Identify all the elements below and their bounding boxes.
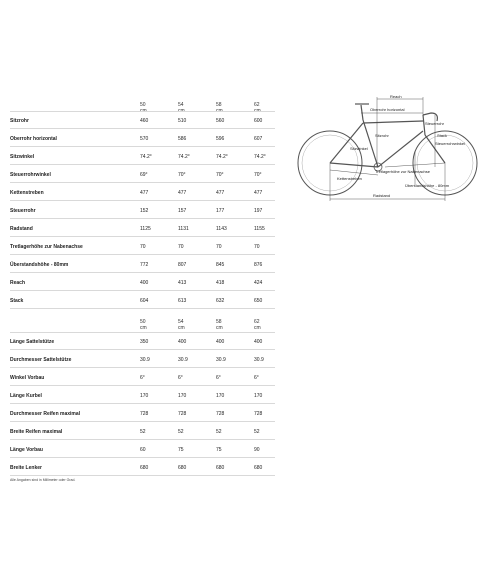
- row-divider: [10, 403, 275, 404]
- label-stack: Stack: [437, 133, 448, 138]
- row-value: 604: [140, 298, 149, 304]
- row-label: Reach: [10, 280, 26, 286]
- row-value: 477: [140, 190, 149, 196]
- row-label: Länge Sattelstütze: [10, 339, 55, 345]
- row-value: 157: [178, 208, 187, 214]
- row-value: 152: [140, 208, 149, 214]
- row-label: Länge Kurbel: [10, 393, 42, 399]
- row-label: Länge Vorbau: [10, 447, 43, 453]
- row-divider: [10, 290, 275, 291]
- row-divider: [10, 236, 275, 237]
- row-divider: [10, 164, 275, 165]
- row-value: 424: [254, 280, 263, 286]
- row-value: 728: [178, 411, 187, 417]
- row-value: 70°: [254, 172, 262, 178]
- row-value: 510: [178, 118, 187, 124]
- row-label: Oberrohr horizontal: [10, 136, 57, 142]
- row-value: 90: [254, 447, 260, 453]
- row-value: 1131: [178, 226, 189, 232]
- row-value: 1125: [140, 226, 151, 232]
- row-value: 570: [140, 136, 149, 142]
- column-header: 54 cm: [178, 319, 185, 331]
- row-divider: [10, 439, 275, 440]
- row-label: Sitzrohr: [10, 118, 29, 124]
- row-value: 613: [178, 298, 187, 304]
- row-value: 400: [178, 339, 187, 345]
- label-sitzwinkel: Sitzwinkel: [350, 146, 368, 151]
- row-value: 680: [178, 465, 187, 471]
- row-value: 170: [178, 393, 187, 399]
- row-value: 728: [140, 411, 149, 417]
- row-value: 170: [140, 393, 149, 399]
- label-kettenstreben: Kettenstreben: [337, 176, 362, 181]
- row-value: 74.2°: [178, 154, 190, 160]
- label-radstand: Radstand: [373, 193, 391, 198]
- row-value: 74.2°: [254, 154, 266, 160]
- column-header: 58 cm: [216, 102, 223, 114]
- row-divider: [10, 457, 275, 458]
- row-divider: [10, 146, 275, 147]
- row-value: 52: [140, 429, 146, 435]
- row-label: Breite Reifen maximal: [10, 429, 63, 435]
- row-label: Durchmesser Reifen maximal: [10, 411, 81, 417]
- row-divider: [10, 332, 275, 333]
- row-value: 400: [140, 280, 149, 286]
- column-header: 50 cm: [140, 102, 147, 114]
- row-value: 596: [216, 136, 225, 142]
- row-label: Stack: [10, 298, 24, 304]
- row-value: 772: [140, 262, 149, 268]
- row-value: 413: [178, 280, 187, 286]
- row-value: 69°: [140, 172, 148, 178]
- row-value: 845: [216, 262, 225, 268]
- row-value: 680: [216, 465, 225, 471]
- row-divider: [10, 385, 275, 386]
- row-value: 460: [140, 118, 149, 124]
- row-label: Überstandshöhe - 80mm: [10, 262, 69, 268]
- row-label: Breite Lenker: [10, 465, 42, 471]
- row-value: 477: [216, 190, 225, 196]
- row-value: 52: [254, 429, 260, 435]
- row-value: 650: [254, 298, 263, 304]
- row-value: 197: [254, 208, 263, 214]
- row-value: 400: [216, 339, 225, 345]
- row-value: 60: [140, 447, 146, 453]
- label-steuerrohrwinkel: Steuerrohrwinkel: [435, 141, 466, 146]
- row-value: 586: [178, 136, 187, 142]
- row-value: 6°: [254, 375, 259, 381]
- row-value: 607: [254, 136, 263, 142]
- row-value: 30.9: [216, 357, 226, 363]
- row-divider: [10, 200, 275, 201]
- label-tretlager: Tretlagerhöhe zur Nabenachse: [375, 169, 430, 174]
- row-value: 6°: [216, 375, 221, 381]
- row-label: Kettenstreben: [10, 190, 44, 196]
- row-label: Sitzwinkel: [10, 154, 35, 160]
- row-value: 75: [216, 447, 222, 453]
- row-divider: [10, 421, 275, 422]
- row-label: Tretlagerhöhe zur Nabenachse: [10, 244, 83, 250]
- row-value: 350: [140, 339, 149, 345]
- row-value: 30.9: [178, 357, 188, 363]
- label-sitzrohr: Sitzrohr: [375, 133, 389, 138]
- row-value: 70°: [178, 172, 186, 178]
- row-value: 728: [216, 411, 225, 417]
- row-value: 477: [254, 190, 263, 196]
- row-value: 6°: [178, 375, 183, 381]
- row-value: 52: [178, 429, 184, 435]
- row-value: 477: [178, 190, 187, 196]
- row-value: 70: [254, 244, 260, 250]
- column-header: 58 cm: [216, 319, 223, 331]
- footnote: Alle Angaben sind in Millimeter oder Grad.: [10, 478, 76, 482]
- row-divider: [10, 367, 275, 368]
- row-divider: [10, 475, 275, 476]
- row-value: 807: [178, 262, 187, 268]
- label-oberrohr: Oberrohr horizontal: [370, 107, 405, 112]
- row-value: 876: [254, 262, 263, 268]
- row-value: 70: [140, 244, 146, 250]
- column-header: 62 cm: [254, 319, 261, 331]
- label-ueberstand: Überstandshöhe - 80mm: [405, 183, 450, 188]
- row-divider: [10, 272, 275, 273]
- row-divider: [10, 111, 275, 112]
- row-value: 728: [254, 411, 263, 417]
- row-value: 560: [216, 118, 225, 124]
- row-value: 632: [216, 298, 225, 304]
- column-header: 62 cm: [254, 102, 261, 114]
- row-value: 74.2°: [216, 154, 228, 160]
- row-value: 52: [216, 429, 222, 435]
- row-divider: [10, 308, 275, 309]
- label-reach: Reach: [390, 95, 402, 99]
- row-divider: [10, 349, 275, 350]
- row-value: 30.9: [140, 357, 150, 363]
- row-divider: [10, 128, 275, 129]
- row-value: 177: [216, 208, 225, 214]
- row-value: 70: [216, 244, 222, 250]
- bike-geometry-diagram: [295, 95, 495, 210]
- row-label: Winkel Vorbau: [10, 375, 45, 381]
- row-value: 1155: [254, 226, 265, 232]
- row-value: 74.2°: [140, 154, 152, 160]
- column-header: 54 cm: [178, 102, 185, 114]
- row-value: 70: [178, 244, 184, 250]
- row-value: 30.9: [254, 357, 264, 363]
- row-value: 600: [254, 118, 263, 124]
- row-value: 680: [140, 465, 149, 471]
- row-value: 6°: [140, 375, 145, 381]
- row-value: 418: [216, 280, 225, 286]
- row-divider: [10, 254, 275, 255]
- row-value: 170: [254, 393, 263, 399]
- row-divider: [10, 218, 275, 219]
- row-value: 400: [254, 339, 263, 345]
- column-header: 50 cm: [140, 319, 147, 331]
- row-label: Durchmesser Sattelstütze: [10, 357, 72, 363]
- row-label: Steuerrohr: [10, 208, 36, 214]
- row-label: Radstand: [10, 226, 33, 232]
- row-value: 680: [254, 465, 263, 471]
- row-value: 170: [216, 393, 225, 399]
- row-label: Steuerrohrwinkel: [10, 172, 51, 178]
- row-divider: [10, 182, 275, 183]
- row-value: 70°: [216, 172, 224, 178]
- row-value: 1143: [216, 226, 227, 232]
- row-value: 75: [178, 447, 184, 453]
- label-steuerrohr: Steuerrohr: [425, 121, 444, 126]
